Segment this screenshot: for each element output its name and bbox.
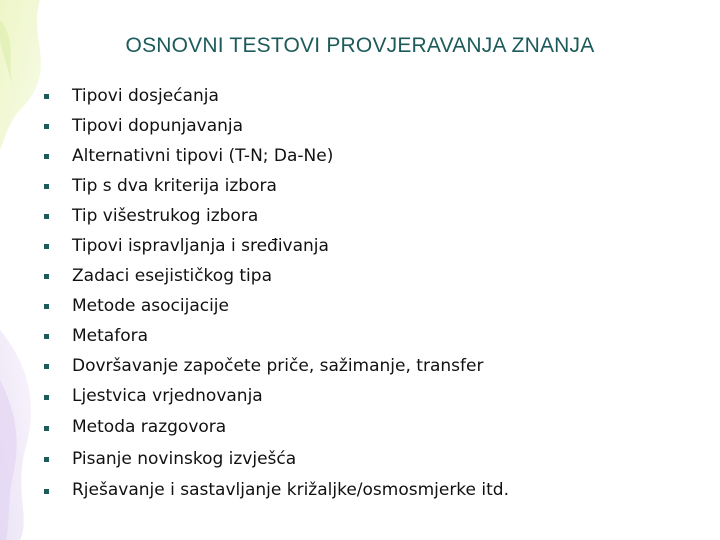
bullet-text: Alternativni tipovi (T-N; Da-Ne) [72,146,334,166]
bullet-text: Ljestvica vrjednovanja [72,386,263,406]
bullet-item [42,171,509,201]
bullet-item [42,381,509,412]
square-bullet-icon [44,426,49,431]
bullet-text: Rješavanje i sastavljanje križaljke/osmosmjerke itd. [72,479,509,500]
corner-swirl-bottom-inner [0,380,17,540]
bullet-item [42,412,509,443]
corner-swirl-top [0,0,41,150]
square-bullet-icon [44,184,49,189]
bullet-item [42,261,509,291]
square-bullet-icon [44,244,49,249]
bullet-item [42,291,509,321]
bullet-text: Zadaci esejističkog tipa [72,266,272,286]
bullet-item [42,111,509,141]
bullet-item [42,231,509,261]
square-bullet-icon [44,304,49,309]
bullet-item [42,201,509,231]
bullet-text: Metoda razgovora [72,417,227,438]
bullet-text: Tip višestrukog izbora [72,206,259,226]
bullet-item [42,81,509,111]
square-bullet-icon [44,489,49,494]
bullet-text: Tipovi dosjećanja [72,86,219,106]
square-bullet-icon [44,334,49,339]
square-bullet-icon [44,364,49,369]
bullet-text: Metafora [72,326,149,346]
bullet-item [42,351,509,381]
square-bullet-icon [44,395,49,400]
square-bullet-icon [44,457,49,462]
slide-title: OSNOVNI TESTOVI PROVJERAVANJA ZNANJA [125,34,595,57]
bullet-item [42,141,509,171]
bullet-item [42,475,509,506]
square-bullet-icon [44,214,49,219]
bullet-text: Pisanje novinskog izvješća [72,448,297,469]
bullet-list [42,81,509,506]
square-bullet-icon [44,124,49,129]
bullet-text: Tip s dva kriterija izbora [72,176,277,196]
bullet-text: Tipovi ispravljanja i sređivanja [72,236,329,256]
square-bullet-icon [44,274,49,279]
corner-swirl-bottom [0,330,31,540]
bullet-text: Dovršavanje započete priče, sažimanje, transfer [72,356,484,376]
square-bullet-icon [44,94,49,99]
square-bullet-icon [44,154,49,159]
bullet-text: Tipovi dopunjavanja [72,116,244,136]
bullet-text: Metode asocijacije [72,296,229,316]
bullet-item [42,444,509,475]
bullet-item [42,321,509,351]
